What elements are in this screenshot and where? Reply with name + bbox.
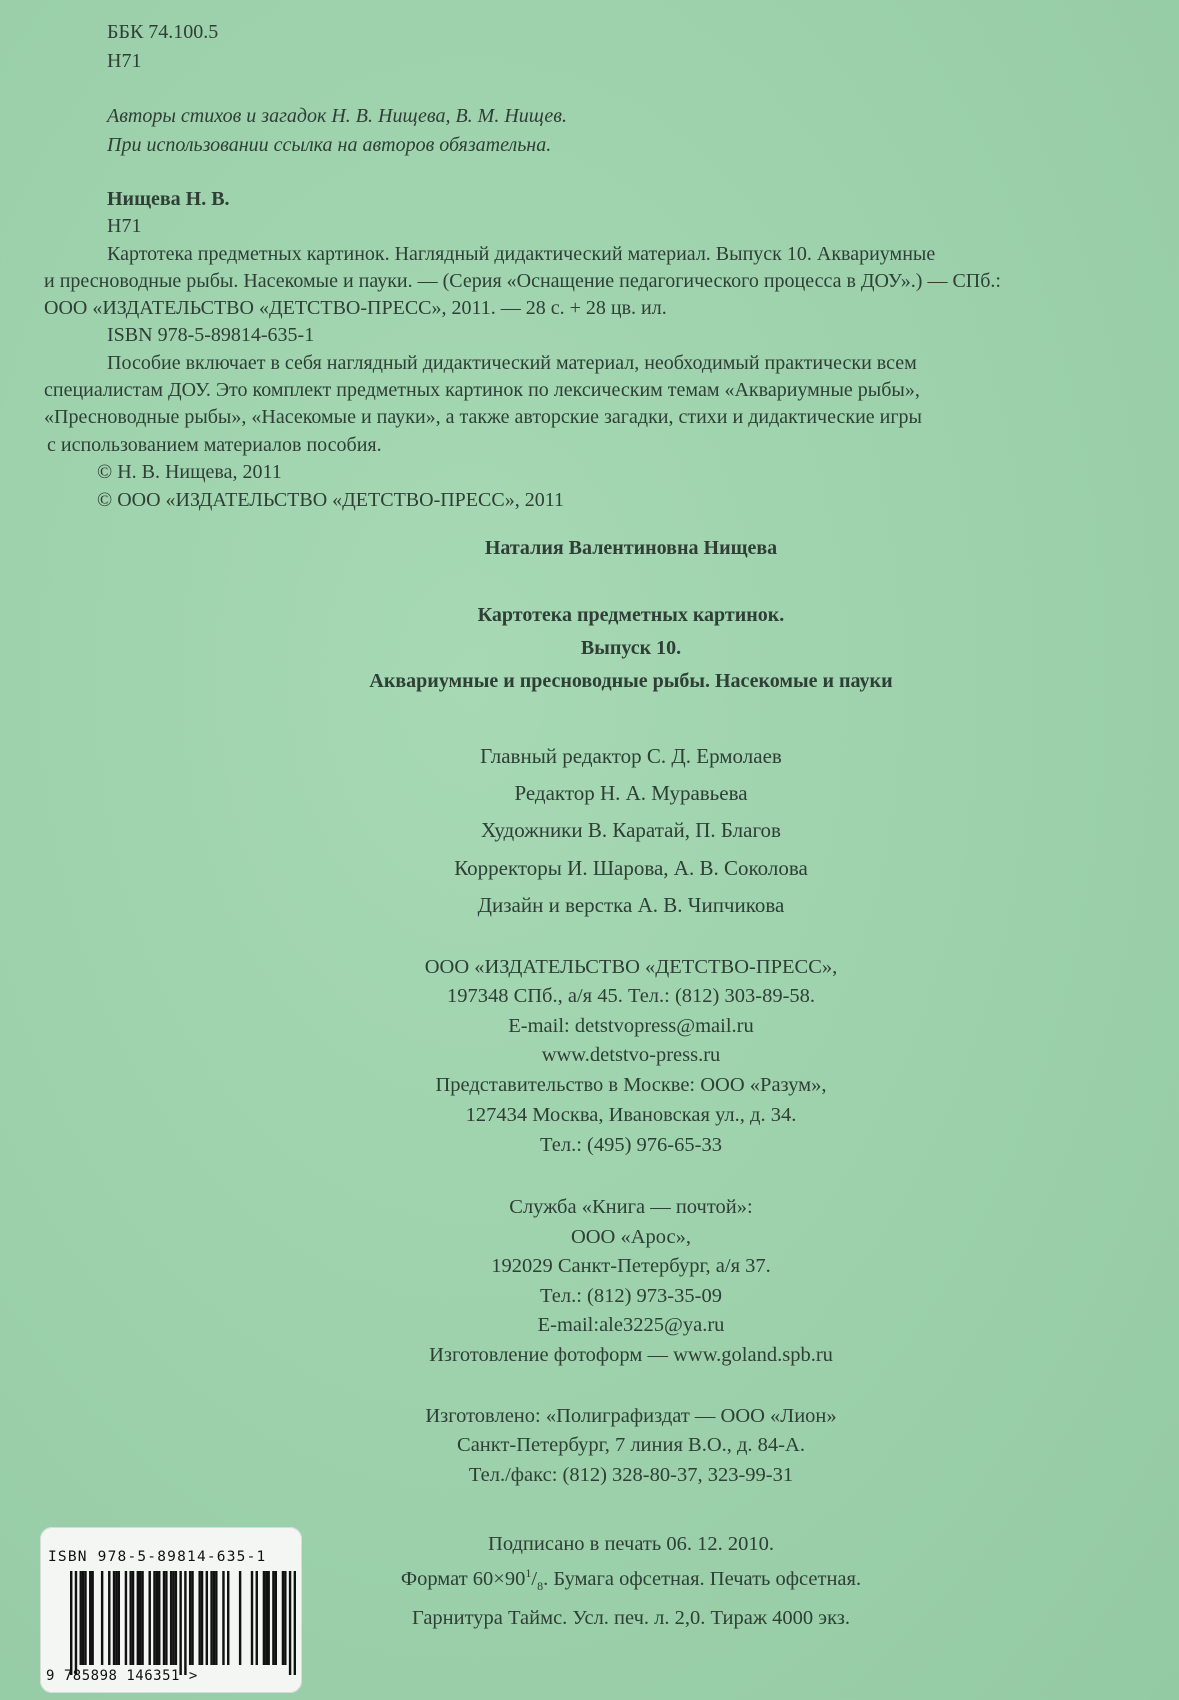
barcode-bar (213, 1571, 215, 1665)
authors-note-line: Авторы стихов и загадок Н. В. Нищева, В. М. Нищев. (107, 105, 567, 127)
signed-date: Подписано в печать 06. 12. 2010. (488, 1533, 774, 1555)
barcode-bar (227, 1571, 229, 1665)
bib-description-line: и пресноводные рыбы. Насекомые и пауки. — (Серия «Оснащение педагогического процесса в ДОУ».) — СПб.: (44, 270, 1001, 292)
barcode-bar (191, 1571, 193, 1665)
mail-service-line: Служба «Книга — почтой»: (509, 1196, 753, 1218)
book-issue: Выпуск 10. (580, 637, 682, 659)
bib-author: Нищева Н. В. (107, 188, 230, 210)
barcode-bar (129, 1571, 131, 1665)
barcode-bar (265, 1571, 267, 1665)
credit-line: Главный редактор С. Д. Ермолаев (480, 744, 782, 768)
credit-line: Дизайн и верстка А. В. Чипчикова (477, 893, 785, 917)
authors-note-line: При использовании ссылка на авторов обязательна. (107, 134, 552, 156)
mail-service-email: E-mail:ale3225@ya.ru (537, 1314, 725, 1336)
barcode-bar (289, 1571, 291, 1675)
barcode-bar (75, 1571, 77, 1675)
barcode-bar (272, 1571, 274, 1665)
mail-service-line: 192029 Санкт-Петербург, а/я 37. (491, 1255, 771, 1277)
barcode-bar (294, 1571, 296, 1675)
author-code: Н71 (107, 50, 142, 72)
barcode-bar (153, 1571, 155, 1665)
barcode-bar (201, 1571, 203, 1665)
bib-abstract-line: Пособие включает в себя наглядный дидактический материал, необходимый практически всем (107, 352, 917, 374)
barcode-bar (141, 1571, 143, 1665)
publisher-line: ООО «ИЗДАТЕЛЬСТВО «ДЕТСТВО-ПРЕСС», (424, 956, 838, 978)
barcode-bar (165, 1571, 167, 1665)
barcode-bar (256, 1571, 258, 1665)
barcode-bar (91, 1571, 93, 1665)
publisher-website: www.detstvo-press.ru (541, 1044, 721, 1066)
barcode-bar (132, 1571, 134, 1665)
mail-service-line: Изготовление фотоформ — www.goland.spb.ru (429, 1344, 833, 1366)
barcode-bar (101, 1571, 103, 1665)
barcode-bar (210, 1571, 212, 1665)
format-denominator: 8 (537, 1579, 544, 1594)
barcode-bar (172, 1571, 174, 1665)
barcode-bar (189, 1571, 191, 1665)
barcode-bar (222, 1571, 224, 1665)
bib-description-line: ООО «ИЗДАТЕЛЬСТВО «ДЕТСТВО-ПРЕСС», 2011. — 28 с. + 28 цв. ил. (44, 297, 667, 319)
publisher-line: Тел.: (495) 976-65-33 (540, 1134, 722, 1156)
barcode-bar (282, 1571, 284, 1665)
credit-line: Художники В. Каратай, П. Благов (481, 818, 781, 842)
typeface-line: Гарнитура Таймс. Усл. печ. л. 2,0. Тираж 4000 экз. (411, 1607, 850, 1629)
barcode-bar (175, 1571, 177, 1665)
format-numerator: 1 (525, 1566, 532, 1581)
barcode-bar (108, 1571, 110, 1665)
barcode-bar (263, 1571, 265, 1665)
barcode-bar (139, 1571, 141, 1665)
barcode-bar (267, 1571, 269, 1665)
bib-description-line: Картотека предметных картинок. Наглядный дидактический материал. Выпуск 10. Аквариумные (107, 243, 936, 265)
format-suffix: . Бумага офсетная. Печать офсетная. (543, 1568, 862, 1590)
barcode-bar (184, 1571, 186, 1675)
format-line: Формат $60\times 90^1/_8$. Бумага офсетная. Печать офсетная. (400, 1566, 862, 1594)
ean-barcode (70, 1571, 296, 1675)
barcode-bar (179, 1571, 181, 1675)
barcode-bar (115, 1571, 117, 1665)
publisher-line: 127434 Москва, Ивановская ул., д. 34. (465, 1104, 797, 1126)
author-full-name: Наталия Валентиновна Нищева (484, 537, 778, 559)
barcode-bar (158, 1571, 160, 1665)
barcode-bar (170, 1571, 172, 1665)
bbk-code: ББК 74.100.5 (107, 21, 219, 43)
barcode-bar (239, 1571, 241, 1665)
barcode-bar (149, 1571, 151, 1665)
barcode-bar (80, 1571, 82, 1665)
bib-code: Н71 (107, 215, 142, 237)
barcode-isbn: ISBN 978-5-89814-635-1 (48, 1549, 267, 1565)
barcode-bar (156, 1571, 158, 1665)
barcode-bar (275, 1571, 277, 1665)
publisher-line: 197348 СПб., а/я 45. Тел.: (812) 303-89-58. (446, 985, 816, 1007)
barcode-bar (198, 1571, 200, 1665)
mail-service-line: ООО «Арос», (570, 1226, 692, 1248)
book-title: Картотека предметных картинок. (477, 604, 785, 626)
barcode-bar (251, 1571, 253, 1665)
barcode-sticker (40, 1527, 302, 1693)
barcode-bar (70, 1571, 72, 1675)
barcode-bar (113, 1571, 115, 1665)
barcode-bar (215, 1571, 217, 1665)
printer-line: Санкт-Петербург, 7 линия В.О., д. 84-А. (457, 1434, 805, 1456)
publisher-email: E-mail: detstvopress@mail.ru (508, 1015, 754, 1037)
bib-abstract-line: специалистам ДОУ. Это комплект предметных картинок по лексическим темам «Аквариумные рыбы», (44, 379, 920, 401)
barcode-bar (84, 1571, 86, 1665)
copyright-publisher: © ООО «ИЗДАТЕЛЬСТВО «ДЕТСТВО-ПРЕСС», 2011 (97, 489, 564, 511)
barcode-bar (125, 1571, 127, 1665)
barcode-bar (163, 1571, 165, 1665)
format-prefix: Формат 60×90 (400, 1568, 526, 1590)
bib-abstract-line: «Пресноводные рыбы», «Насекомые и пауки», а также авторские загадки, стихи и дидактические игры (44, 406, 922, 428)
barcode-bar (82, 1571, 84, 1665)
barcode-bar (118, 1571, 120, 1665)
bib-abstract-line: с использованием материалов пособия. (47, 434, 382, 456)
barcode-bar (137, 1571, 139, 1665)
printer-line: Тел./факс: (812) 328-80-37, 323-99-31 (468, 1464, 794, 1486)
bib-isbn: ISBN 978-5-89814-635-1 (107, 324, 315, 346)
credit-line: Корректоры И. Шарова, А. В. Соколова (454, 856, 808, 880)
mail-service-line: Тел.: (812) 973-35-09 (540, 1285, 722, 1307)
barcode-bar (206, 1571, 208, 1665)
publisher-line: Представительство в Москве: ООО «Разум», (435, 1074, 827, 1096)
book-subtitle: Аквариумные и пресноводные рыбы. Насекомые и пауки (369, 670, 893, 692)
barcode-bar (89, 1571, 91, 1665)
barcode-digits: 9 785898 146351 > (46, 1668, 198, 1684)
printer-line: Изготовлено: «Полиграфиздат — ООО «Лион» (425, 1405, 837, 1427)
barcode-bar (284, 1571, 286, 1665)
credit-line: Редактор Н. А. Муравьева (514, 781, 748, 805)
copyright-author: © Н. В. Нищева, 2011 (97, 461, 282, 483)
